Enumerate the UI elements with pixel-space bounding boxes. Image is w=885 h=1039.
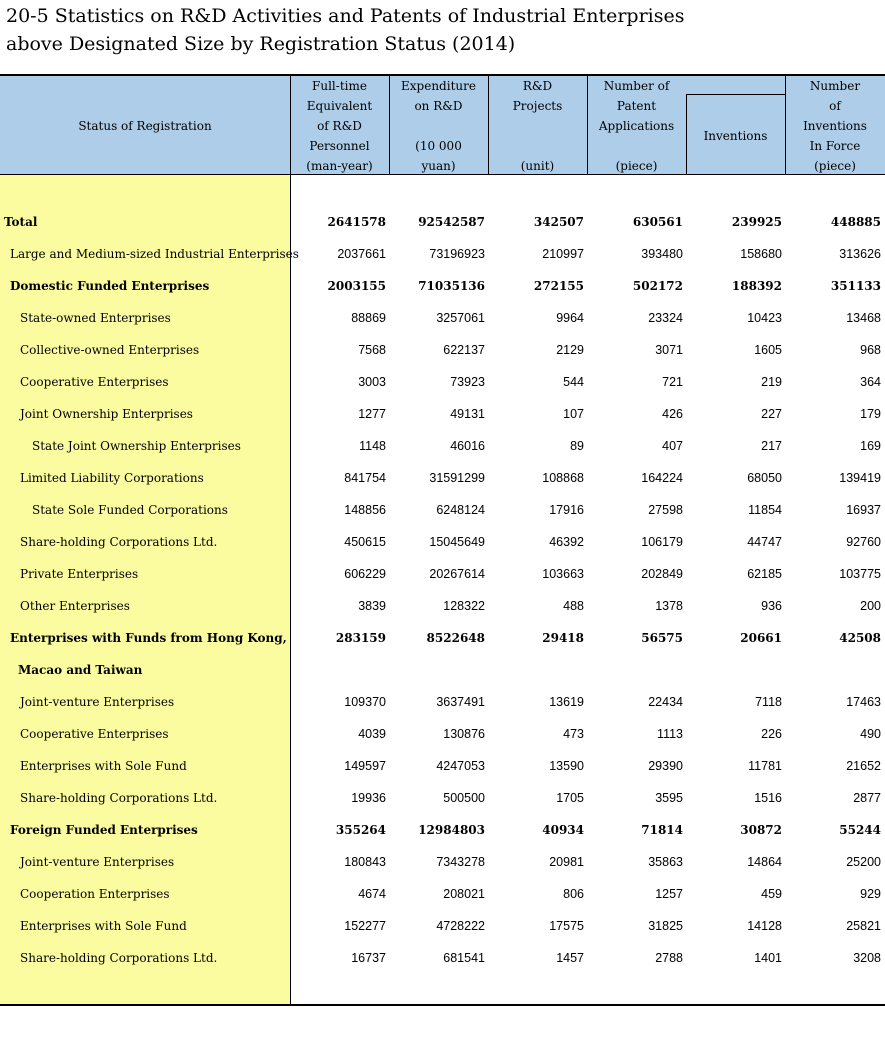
table-cell: 4728222: [436, 919, 485, 933]
table-cell: 31591299: [429, 471, 485, 485]
table-cell: 49131: [450, 407, 485, 421]
row-label: Share-holding Corporations Ltd.: [20, 951, 218, 965]
table-cell: 407: [662, 439, 683, 453]
table-cell: 502172: [632, 279, 683, 293]
header-text: yuan): [421, 159, 456, 173]
table-cell: 936: [761, 599, 782, 613]
table-cell: 3637491: [436, 695, 485, 709]
table-row: [0, 590, 885, 622]
header-inventions-in-force: [785, 76, 885, 175]
table-cell: 17575: [549, 919, 584, 933]
header-text: of: [829, 99, 841, 113]
table-cell: 149597: [344, 759, 386, 773]
row-label: Enterprises with Sole Fund: [20, 919, 187, 933]
table-cell: 11854: [748, 503, 782, 517]
table-cell: 56575: [641, 631, 683, 645]
table-cell: 7343278: [436, 855, 485, 869]
table-cell: 188392: [731, 279, 782, 293]
table-cell: 16737: [351, 951, 386, 965]
table-cell: 35863: [648, 855, 683, 869]
table-cell: 25200: [846, 855, 881, 869]
row-label: Macao and Taiwan: [18, 663, 143, 677]
table-cell: 473: [563, 727, 584, 741]
header-text: (10 000: [415, 139, 462, 153]
table-cell: 3257061: [436, 311, 485, 325]
table-cell: 4674: [358, 887, 386, 901]
row-label: State Joint Ownership Enterprises: [32, 439, 241, 453]
row-label: Share-holding Corporations Ltd.: [20, 535, 218, 549]
table-cell: 2129: [556, 343, 584, 357]
table-row: [0, 558, 885, 590]
row-label: State Sole Funded Corporations: [32, 503, 228, 517]
table-row: [0, 878, 885, 910]
table-cell: 606229: [344, 567, 386, 581]
header-expenditure: [389, 76, 488, 175]
table-cell: 23324: [648, 311, 683, 325]
table-row: [0, 654, 885, 686]
table-cell: 14864: [747, 855, 782, 869]
table-cell: 25821: [846, 919, 881, 933]
table-cell: 364: [860, 375, 881, 389]
table-cell: 630561: [632, 215, 683, 229]
table-cell: 27598: [648, 503, 683, 517]
title-line-2: above Designated Size by Registration Status (2014): [6, 33, 516, 55]
table-cell: 2003155: [327, 279, 386, 293]
table-cell: 71035136: [418, 279, 485, 293]
table-cell: 1457: [556, 951, 584, 965]
row-label: Cooperative Enterprises: [20, 375, 169, 389]
table-cell: 227: [761, 407, 782, 421]
table-cell: 107: [563, 407, 584, 421]
table-cell: 200: [860, 599, 881, 613]
table-cell: 108868: [542, 471, 584, 485]
table-cell: 20981: [549, 855, 584, 869]
table-row: [0, 398, 885, 430]
table-cell: 929: [860, 887, 881, 901]
table-cell: 239925: [731, 215, 782, 229]
table-cell: 4247053: [436, 759, 485, 773]
table-cell: 9964: [556, 311, 584, 325]
table-cell: 14128: [747, 919, 782, 933]
header-text: R&D: [522, 79, 553, 93]
table-row: [0, 270, 885, 302]
table-cell: 500500: [443, 791, 485, 805]
table-cell: 22434: [648, 695, 683, 709]
table-cell: 448885: [830, 215, 881, 229]
table-cell: 15045649: [429, 535, 485, 549]
table-cell: 10423: [747, 311, 782, 325]
row-label: Joint-venture Enterprises: [20, 855, 175, 869]
table-cell: 393480: [641, 247, 683, 261]
table-row: [0, 942, 885, 974]
table-cell: 103775: [839, 567, 881, 581]
table-cell: 544: [563, 375, 584, 389]
table-cell: 130876: [443, 727, 485, 741]
table-row: [0, 238, 885, 270]
table-row: [0, 526, 885, 558]
table-cell: 89: [570, 439, 584, 453]
row-label: Joint Ownership Enterprises: [20, 407, 193, 421]
table-cell: 1516: [754, 791, 782, 805]
header-text: Applications: [598, 119, 675, 133]
table-cell: 68050: [747, 471, 782, 485]
table-row: [0, 622, 885, 654]
header-text: Personnel: [309, 139, 370, 153]
table-cell: 13590: [549, 759, 584, 773]
table-cell: 30872: [740, 823, 782, 837]
table-cell: 29390: [648, 759, 683, 773]
table-cell: 351133: [830, 279, 881, 293]
table-cell: 180843: [344, 855, 386, 869]
table-cell: 488: [563, 599, 584, 613]
table-row: [0, 366, 885, 398]
table-cell: 355264: [335, 823, 386, 837]
table-cell: 71814: [641, 823, 683, 837]
table-row: [0, 494, 885, 526]
page-title: [6, 2, 685, 58]
table-cell: 152277: [344, 919, 386, 933]
table-cell: 313626: [839, 247, 881, 261]
table-cell: 148856: [344, 503, 386, 517]
table-cell: 16937: [846, 503, 881, 517]
table-cell: 1257: [655, 887, 683, 901]
table-cell: 2641578: [327, 215, 386, 229]
table-cell: 46016: [450, 439, 485, 453]
table-cell: 109370: [344, 695, 386, 709]
table-cell: 1277: [358, 407, 386, 421]
row-label: Share-holding Corporations Ltd.: [20, 791, 218, 805]
table-cell: 283159: [335, 631, 386, 645]
row-label: Collective-owned Enterprises: [20, 343, 200, 357]
header-text: Status of Registration: [78, 119, 212, 133]
header-text: Projects: [512, 99, 563, 113]
table-row: [0, 846, 885, 878]
table-cell: 1401: [754, 951, 782, 965]
table-cell: 1705: [556, 791, 584, 805]
table-cell: 459: [761, 887, 782, 901]
table-cell: 55244: [839, 823, 881, 837]
row-label: Cooperative Enterprises: [20, 727, 169, 741]
table-cell: 3595: [655, 791, 683, 805]
table-row: [0, 206, 885, 238]
table-cell: 44747: [747, 535, 782, 549]
table-cell: 17916: [549, 503, 584, 517]
table-cell: 272155: [533, 279, 584, 293]
table-cell: 20267614: [429, 567, 485, 581]
row-label: Foreign Funded Enterprises: [10, 823, 198, 837]
row-label: Other Enterprises: [20, 599, 130, 613]
table-row: [0, 718, 885, 750]
row-label: Domestic Funded Enterprises: [10, 279, 210, 293]
table-cell: 1113: [657, 727, 683, 741]
header-text: In Force: [809, 139, 861, 153]
header-text: Expenditure: [401, 79, 476, 93]
table-cell: 841754: [344, 471, 386, 485]
table-cell: 8522648: [426, 631, 485, 645]
header-text: Full-time: [312, 79, 367, 93]
table-cell: 21652: [846, 759, 881, 773]
header-patent-applications: [587, 76, 686, 175]
table-cell: 17463: [846, 695, 881, 709]
table-cell: 139419: [839, 471, 881, 485]
table-cell: 6248124: [436, 503, 485, 517]
table-cell: 806: [563, 887, 584, 901]
table-cell: 3208: [853, 951, 881, 965]
table-cell: 2788: [655, 951, 683, 965]
row-label: Limited Liability Corporations: [20, 471, 204, 485]
table-cell: 1605: [754, 343, 782, 357]
table-cell: 12984803: [418, 823, 485, 837]
table-bottom-rule: [0, 1004, 885, 1006]
header-text: Inventions: [803, 119, 867, 133]
table-cell: 92542587: [418, 215, 485, 229]
table-cell: 342507: [533, 215, 584, 229]
table-cell: 13619: [549, 695, 584, 709]
row-label: Joint-venture Enterprises: [20, 695, 175, 709]
table-cell: 2877: [853, 791, 881, 805]
table-row: [0, 686, 885, 718]
title-line-1: 20-5 Statistics on R&D Activities and Patents of Industrial Enterprises: [6, 5, 685, 27]
header-text: Number of: [603, 79, 670, 93]
row-label: Private Enterprises: [20, 567, 139, 581]
header-text: Number: [809, 79, 861, 93]
table-cell: 169: [860, 439, 881, 453]
header-text: (piece): [615, 159, 658, 173]
table-cell: 92760: [846, 535, 881, 549]
header-text: of R&D: [317, 119, 362, 133]
table-cell: 450615: [344, 535, 386, 549]
table-row: [0, 462, 885, 494]
table-cell: 179: [860, 407, 881, 421]
table-row: [0, 302, 885, 334]
table-cell: 622137: [443, 343, 485, 357]
table-cell: 1378: [655, 599, 683, 613]
table-cell: 128322: [443, 599, 485, 613]
table-cell: 88869: [351, 311, 386, 325]
header-text: Equivalent: [306, 99, 373, 113]
table-row: [0, 782, 885, 814]
row-label: Total: [4, 215, 38, 229]
table-cell: 2037661: [337, 247, 386, 261]
table-cell: 20661: [740, 631, 782, 645]
table-cell: 4039: [358, 727, 386, 741]
table-cell: 681541: [443, 951, 485, 965]
table-cell: 219: [761, 375, 782, 389]
table-cell: 62185: [747, 567, 782, 581]
table-cell: 208021: [443, 887, 485, 901]
table-row: [0, 814, 885, 846]
header-text: (piece): [814, 159, 856, 173]
table-cell: 106179: [641, 535, 683, 549]
header-text: on R&D: [414, 99, 463, 113]
table-cell: 73923: [450, 375, 485, 389]
table-cell: 103663: [542, 567, 584, 581]
statistics-table: [0, 74, 885, 1006]
table-cell: 158680: [740, 247, 782, 261]
table-cell: 226: [761, 727, 782, 741]
row-label: Cooperation Enterprises: [20, 887, 170, 901]
table-cell: 7568: [358, 343, 386, 357]
table-cell: 968: [860, 343, 881, 357]
header-text: (unit): [520, 159, 555, 173]
table-cell: 210997: [542, 247, 584, 261]
table-cell: 721: [662, 375, 683, 389]
table-cell: 164224: [641, 471, 683, 485]
table-cell: 1148: [359, 439, 386, 453]
row-label: Enterprises with Sole Fund: [20, 759, 187, 773]
header-text: (man-year): [306, 159, 373, 173]
table-row: [0, 910, 885, 942]
table-cell: 13468: [846, 311, 881, 325]
header-rd-projects: [488, 76, 587, 175]
table-cell: 42508: [839, 631, 881, 645]
table-cell: 73196923: [429, 247, 485, 261]
header-inventions: [686, 76, 785, 175]
header-text: Patent: [616, 99, 657, 113]
table-cell: 19936: [351, 791, 386, 805]
table-cell: 490: [860, 727, 881, 741]
table-cell: 46392: [549, 535, 584, 549]
table-cell: 426: [662, 407, 683, 421]
table-cell: 3839: [358, 599, 386, 613]
table-row: [0, 430, 885, 462]
table-cell: 202849: [641, 567, 683, 581]
table-cell: 3003: [358, 375, 386, 389]
table-cell: 31825: [648, 919, 683, 933]
table-cell: 7118: [755, 695, 782, 709]
row-label: Enterprises with Funds from Hong Kong,: [10, 631, 287, 645]
table-row: [0, 750, 885, 782]
row-label: Large and Medium-sized Industrial Enterprises: [10, 247, 299, 261]
table-cell: 11781: [748, 759, 782, 773]
header-full-time-equivalent: [290, 76, 389, 175]
row-label: State-owned Enterprises: [20, 311, 171, 325]
table-cell: 3071: [655, 343, 683, 357]
header-status-of-registration: [0, 76, 290, 175]
table-cell: 217: [761, 439, 782, 453]
table-row: [0, 334, 885, 366]
header-text: Inventions: [703, 129, 768, 143]
table-cell: 40934: [542, 823, 584, 837]
table-cell: 29418: [542, 631, 584, 645]
